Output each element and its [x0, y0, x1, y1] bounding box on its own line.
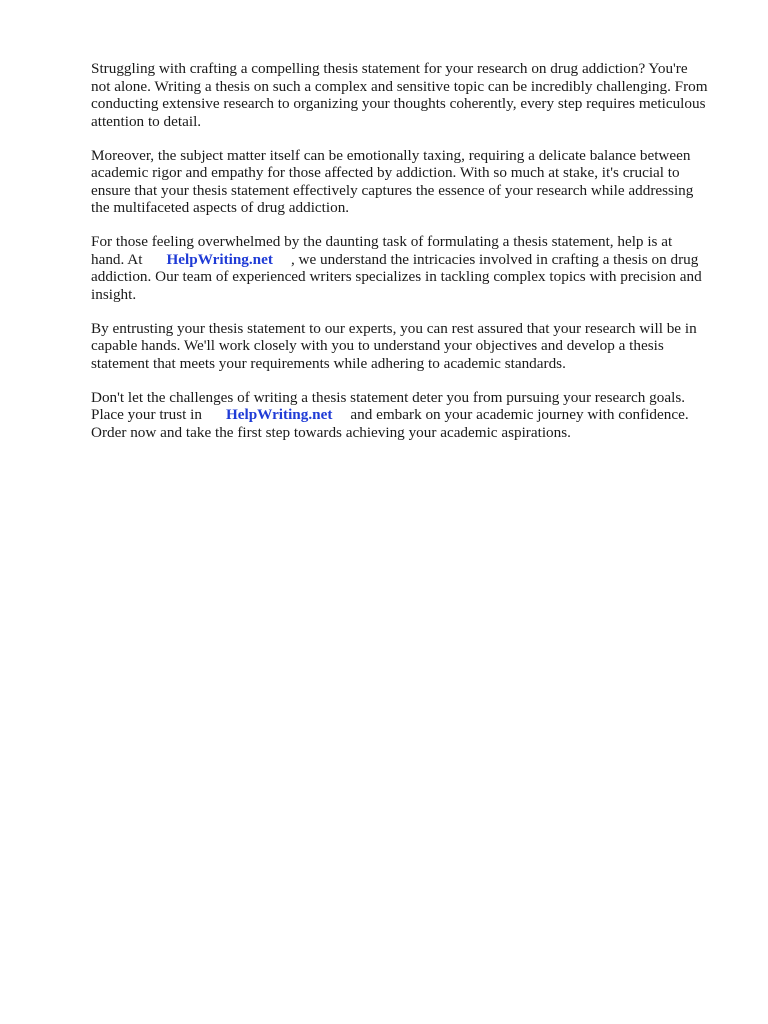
text-line: conducting extensive research to organizing your thoughts coherently, every step requires meticulous [91, 95, 706, 112]
text-fragment: hand. At [91, 250, 143, 268]
document-page [91, 60, 731, 458]
text-line: Moreover, the subject matter itself can be emotionally taxing, requiring a delicate balance between [91, 146, 691, 164]
text-line: academic rigor and empathy for those affected by addiction. With so much at stake, it's crucial to [91, 164, 680, 181]
text-line: By entrusting your thesis statement to our experts, you can rest assured that your research will be in [91, 319, 697, 337]
text-line: ensure that your thesis statement effectively captures the essence of your research while addressing [91, 181, 694, 199]
text-fragment: Place your trust in [91, 406, 202, 423]
paragraph-intro [91, 60, 731, 130]
text-line: Order now and take the first step towards achieving your academic aspirations. [91, 423, 571, 441]
text-line-with-link [91, 406, 731, 424]
helpwriting-link[interactable]: HelpWriting.net [225, 406, 333, 423]
text-line: statement that meets your requirements while adhering to academic standards. [91, 354, 566, 372]
paragraph-experts [91, 320, 731, 373]
text-fragment: , we understand the intricacies involved in crafting a thesis on drug [290, 250, 699, 268]
text-line: not alone. Writing a thesis on such a complex and sensitive topic can be incredibly challenging. From [91, 77, 708, 95]
text-line: capable hands. We'll work closely with you to understand your objectives and develop a thesis [91, 337, 664, 354]
text-line: the multifaceted aspects of drug addiction. [91, 199, 350, 216]
text-line: insight. [91, 285, 137, 303]
text-line: Struggling with crafting a compelling thesis statement for your research on drug addiction? You're [91, 60, 688, 77]
paragraph-emotional [91, 147, 731, 217]
text-line-with-link [91, 251, 731, 269]
helpwriting-link[interactable]: HelpWriting.net [166, 250, 273, 268]
text-line: Don't let the challenges of writing a thesis statement deter you from pursuing your research goals. [91, 388, 686, 406]
text-line: addiction. Our team of experienced writers specializes in tackling complex topics with precision and [91, 268, 702, 285]
paragraph-help [91, 233, 731, 303]
text-line: For those feeling overwhelmed by the daunting task of formulating a thesis statement, help is at [91, 233, 673, 250]
text-line: attention to detail. [91, 112, 202, 130]
text-fragment: and embark on your academic journey with confidence. [350, 406, 689, 423]
paragraph-call-to-action [91, 389, 731, 442]
